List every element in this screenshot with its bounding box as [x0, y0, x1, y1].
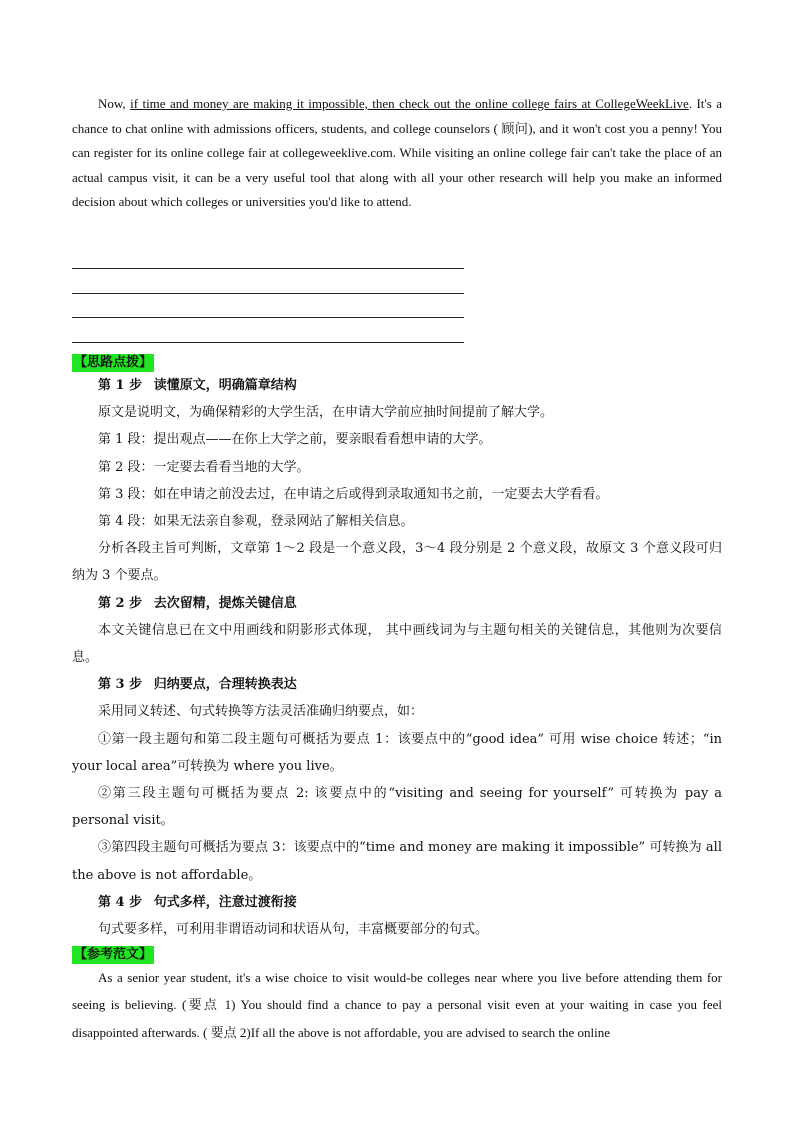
step-title: 去次留精，提炼关键信息 [153, 595, 297, 611]
step-1-heading [72, 372, 722, 399]
answer-blank-lines[interactable] [72, 245, 464, 343]
para-text-start: Now, [98, 96, 131, 111]
para-text-rest: . It's a chance to chat online with admissions officers, students, and college counselors ( 顾问), and it won't cost you a penny! You can register for its online college fair at collegeweeklive.com. While visiting an online college fair can't take the place of an actual campus visit, it can be a very useful tool that along with all your other research will help you make an informed decision about which colleges or universities you'd like to attend. [72, 96, 723, 210]
step-title: 读懂原文，明确篇章结构 [153, 377, 297, 393]
step1-line: 第 2 段：一定要去看看当地的大学。 [98, 459, 310, 475]
step1-line: 第 4 段：如果无法亲自参观，登录网站了解相关信息。 [98, 513, 414, 529]
step-title: 句式多样，注意过渡衔接 [153, 894, 297, 910]
tips-tag: 【思路点拨】 [74, 354, 153, 370]
step3-line: 采用同义转述、句式转换等方法灵活准确归纳要点，如： [98, 704, 424, 720]
step1-line: 第 3 段：如在申请之前没去过，在申请之后或得到录取通知书之前，一定要去大学看看。 [98, 486, 609, 502]
step-label: 第 1 步 [98, 377, 143, 393]
sample-tag: 【参考范文】 [74, 947, 153, 963]
answer-line[interactable] [72, 318, 464, 343]
step-label: 第 3 步 [98, 677, 143, 693]
step-3-heading [72, 671, 722, 698]
step-label: 第 4 步 [98, 894, 143, 910]
step-2-heading [72, 590, 722, 617]
step-label: 第 2 步 [98, 595, 143, 611]
step1-line: 第 1 段：提出观点——在你上大学之前，要亲眼看看想申请的大学。 [98, 432, 492, 448]
sample-essay: As a senior year student, it's a wise choice to visit would-be colleges near where you live before attending them for seeing is believing. (要点 1) You should find a chance to pay a personal visit even at your waiting in case you feel disappointed afterwards. ( 要点 2)If all the above is not affordable, you are advised to search the online [72, 970, 722, 1040]
step1-line: 原文是说明文，为确保精彩的大学生活，在申请大学前应抽时间提前了解大学。 [98, 405, 554, 421]
paragraph-4 [72, 92, 722, 215]
answer-line[interactable] [72, 245, 464, 270]
answer-line[interactable] [72, 269, 464, 294]
step-title: 归纳要点，合理转换表达 [153, 677, 297, 693]
step2-text: 本文关键信息已在文中用画线和阴影形式体现， 其中画线词为与主题句相关的关键信息，其他则为次要信息。 [72, 622, 722, 665]
step4-text: 句式要多样，可利用非谓语动词和状语从句，丰富概要部分的句式。 [98, 922, 489, 938]
underlined-key-info: if time and money are making it impossible, then check out the online college fairs at CollegeWeekLive [130, 96, 689, 111]
step1-line: 分析各段主旨可判断，文章第 1～2 段是一个意义段，3～4 段分别是 2 个意义段，故原文 3 个意义段可归纳为 3 个要点。 [72, 541, 722, 584]
step3-line: ②第三段主题句可概括为要点 2: 该要点中的“visiting and seeing for yourself” 可转换为 pay a personal visit。 [72, 786, 722, 829]
step3-line: ①第一段主题句和第二段主题句可概括为要点 1：该要点中的“good idea” 可用 wise choice 转述；“in your local area”可转换为 where you live。 [72, 731, 722, 774]
document-page [72, 92, 722, 1046]
step-4-heading [72, 889, 722, 916]
step3-line: ③第四段主题句可概括为要点 3：该要点中的“time and money are making it impossible” 可转换为 all the above is not affordable。 [72, 840, 722, 883]
answer-line[interactable] [72, 294, 464, 319]
